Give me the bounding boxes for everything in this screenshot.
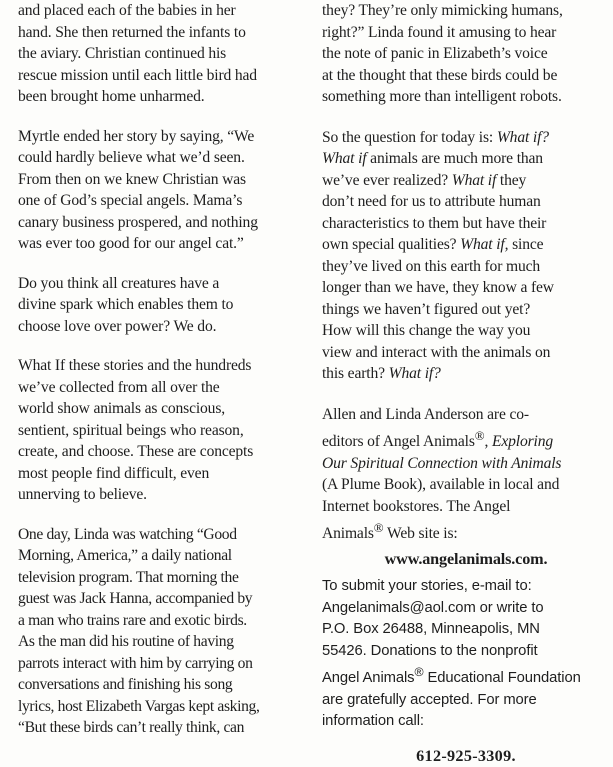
question-text-4: since they’ve lived on this earth for much longer than we have, they know a few things we haven’t figured out yet? How will this change the way you view and interact with the animals on this earth? bbox=[322, 236, 554, 382]
paragraph-submit-stories bbox=[322, 576, 610, 732]
paragraph-question-for-today bbox=[322, 127, 610, 385]
bio-text-2: , bbox=[484, 433, 492, 451]
question-text-3: they don’t need for us to attribute human characteristics to them but have their own special qualities? bbox=[322, 171, 547, 253]
emphasis-what-if-4: What if? bbox=[388, 365, 441, 382]
paragraph-mimicking-humans: they? They’re only mimicking humans, right?” Linda found it amusing to hear the note of panic in Elizabeth’s voice at the thought that these birds could be something more than intelligent robots. bbox=[322, 2, 563, 105]
registered-mark: ® bbox=[373, 520, 384, 536]
question-text-1: So the question for today is: bbox=[322, 128, 497, 146]
website-url[interactable]: www.angelanimals.com. bbox=[384, 549, 548, 568]
paragraph-rescue-mission: and placed each of the babies in her hand. She then returned the infants to the aviary. Christian continued his rescue mission until each little bird had been brought home unharmed. bbox=[18, 2, 257, 105]
book-title: Exploring Our Spiritual Connection with Animals bbox=[322, 433, 562, 472]
paragraph-divine-spark: Do you think all creatures have a divine spark which enables them to choose love over power? We do. bbox=[18, 274, 234, 335]
right-column bbox=[322, 0, 610, 767]
phone-number[interactable]: 612-925-3309. bbox=[416, 746, 516, 765]
bio-text-4: Web site is: bbox=[383, 525, 458, 543]
emphasis-what-if-3: What if, bbox=[460, 236, 509, 253]
paragraph-author-bio bbox=[322, 404, 610, 545]
bio-text-3: (A Plume Book), available in local and Internet bookstores. The Angel Animals bbox=[322, 476, 560, 543]
paragraph-myrtle-story: Myrtle ended her story by saying, “We could hardly believe what we’d seen. From then on we knew Christian was one of God’s special angels. Mama’s canary business prospered, and nothing was ever too good for our angel cat.” bbox=[18, 127, 258, 252]
submit-text-2: Educational Foundation are gratefully accepted. For more information call: bbox=[322, 670, 581, 730]
question-text-2: animals are much more than we’ve ever realized? bbox=[322, 150, 543, 189]
registered-mark: ® bbox=[474, 428, 485, 443]
emphasis-what-if-2: What if bbox=[451, 171, 497, 189]
paragraph-good-morning-america: One day, Linda was watching “Good Morning, America,” a daily national television program. That morning the guest was Jack Hanna, accompanied by a man who trains rare and exotic birds. As the man did his routine of having parrots interact with him by carrying on conversations and finishing his song lyrics, host Elizabeth Vargas kept asking, “But these birds can’t really think, can bbox=[18, 525, 260, 736]
bio-text-1: Allen and Linda Anderson are co- editors of Angel Animals bbox=[322, 405, 529, 451]
paragraph-what-if-stories: What If these stories and the hundreds we’ve collected from all over the world show animals as conscious, sentient, spiritual beings who reason, create, and choose. These are concepts most people find difficult, even unnerving to believe. bbox=[18, 357, 254, 503]
registered-mark: ® bbox=[414, 665, 424, 680]
emphasis-what-if-1: What if? What if bbox=[322, 128, 549, 167]
submit-text-1: To submit your stories, e-mail to: Angelanimals@aol.com or write to P.O. Box 26488, Minneapolis, MN 55426. Donations to the nonprofit Angel Animals bbox=[322, 578, 544, 687]
left-column bbox=[18, 0, 310, 739]
